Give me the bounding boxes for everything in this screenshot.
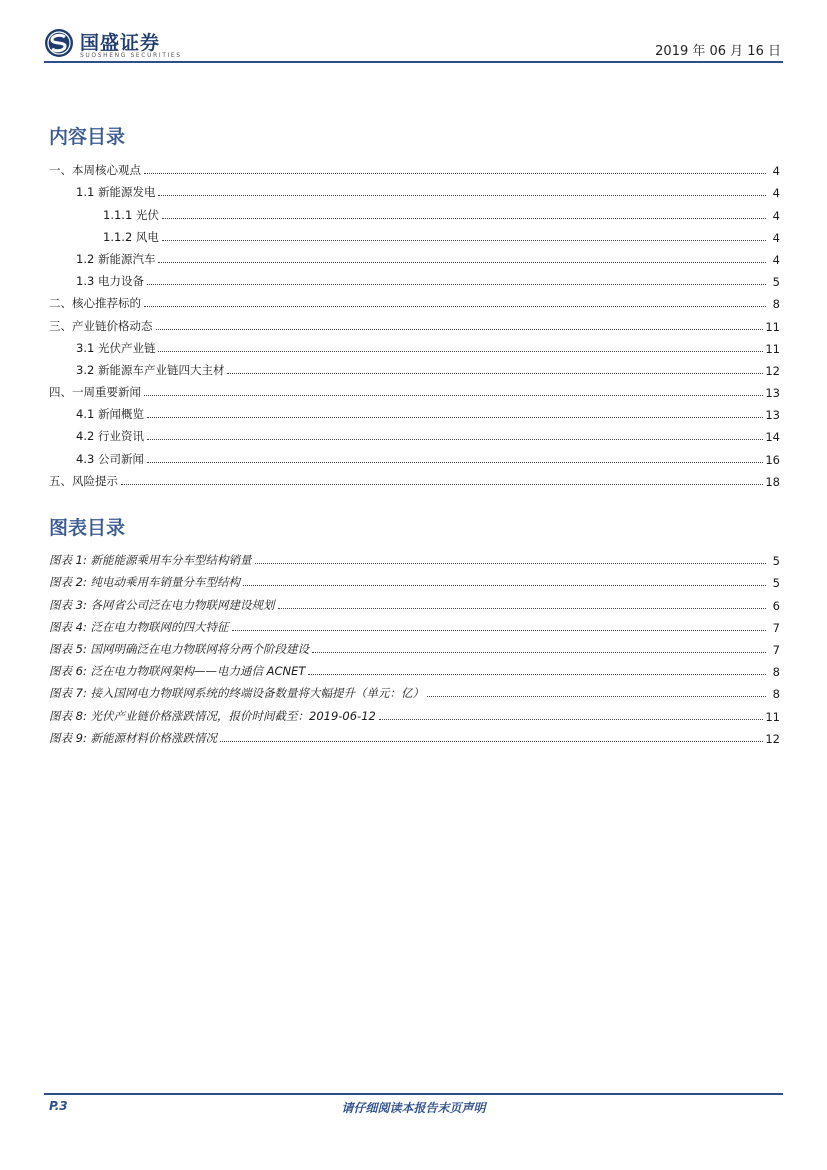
toc-item-page: 4 — [772, 208, 780, 223]
header-rule — [44, 61, 783, 63]
page-header — [44, 22, 783, 62]
toc-item-label: 4.2 行业资讯 — [76, 429, 144, 444]
toc-leader — [308, 673, 766, 675]
toc-item-label: 1.3 电力设备 — [76, 274, 144, 289]
figure-item[interactable] — [49, 724, 780, 746]
toc-item[interactable] — [49, 178, 780, 200]
toc-item-page: 4 — [772, 164, 780, 179]
figure-item[interactable] — [49, 657, 780, 679]
figures-title: 图表目录 — [49, 517, 126, 539]
toc-leader — [147, 461, 763, 463]
toc-item[interactable] — [49, 200, 780, 222]
report-date: 2019 年 06 月 16 日 — [655, 44, 781, 59]
figure-item-page: 5 — [772, 576, 780, 591]
footer-rule — [44, 1093, 783, 1095]
toc-item-label: 4.1 新闻概览 — [76, 407, 144, 422]
toc-leader — [220, 740, 763, 742]
toc-leader — [144, 305, 766, 307]
toc-leader — [255, 562, 766, 564]
toc-title: 内容目录 — [49, 126, 126, 148]
figure-item[interactable] — [49, 679, 780, 701]
toc-leader — [379, 718, 764, 720]
toc-leader — [147, 416, 763, 418]
toc-leader — [232, 629, 766, 631]
toc-item-page: 13 — [765, 386, 780, 401]
toc-item-page: 13 — [765, 408, 780, 423]
toc-leader — [162, 239, 766, 241]
toc-item-label: 一、本周核心观点 — [49, 163, 141, 178]
toc-item[interactable] — [49, 245, 780, 267]
figure-item-page: 12 — [765, 731, 780, 746]
toc-leader — [144, 394, 763, 396]
logo-mark-icon — [44, 28, 74, 58]
figures-list — [49, 546, 780, 746]
toc-item-page: 4 — [772, 186, 780, 201]
toc-item-label: 三、产业链价格动态 — [49, 318, 153, 333]
figure-item-label: 图表 7: 接入国网电力物联网系统的终端设备数量将大幅提升（单元：亿） — [49, 686, 424, 701]
figure-item[interactable] — [49, 546, 780, 568]
toc-item-label: 1.2 新能源汽车 — [76, 251, 156, 266]
figure-item-page: 8 — [772, 665, 780, 680]
figure-item-label: 图表 1: 新能能源乘用车分车型结构销量 — [49, 553, 252, 568]
figure-item-label: 图表 5: 国网明确泛在电力物联网将分两个阶段建设 — [49, 641, 309, 656]
figure-item-page: 11 — [765, 709, 780, 724]
toc-item-page: 4 — [772, 230, 780, 245]
toc-leader — [278, 607, 767, 609]
toc-item-page: 4 — [772, 252, 780, 267]
figure-item[interactable] — [49, 568, 780, 590]
figure-item-label: 图表 4: 泛在电力物联网的四大特征 — [49, 619, 229, 634]
toc-item-page: 11 — [765, 341, 780, 356]
toc-item[interactable] — [49, 334, 780, 356]
toc-leader — [147, 438, 763, 440]
toc-leader — [162, 217, 766, 219]
toc-leader — [243, 584, 766, 586]
toc-leader — [427, 695, 766, 697]
toc-leader — [312, 651, 766, 653]
footer-disclaimer: 请仔细阅读本报告末页声明 — [341, 1101, 486, 1115]
toc-item-page: 11 — [765, 319, 780, 334]
toc-item-label: 四、一周重要新闻 — [49, 385, 141, 400]
toc-item-label: 1.1 新能源发电 — [76, 185, 156, 200]
toc-leader — [156, 328, 764, 330]
toc-item[interactable] — [49, 400, 780, 422]
figure-item-label: 图表 6: 泛在电力物联网架构——电力通信 ACNET — [49, 664, 306, 679]
toc-item-label: 二、核心推荐标的 — [49, 296, 141, 311]
toc-item[interactable] — [49, 378, 780, 400]
figure-item-page: 7 — [772, 620, 780, 635]
toc-item[interactable] — [49, 311, 780, 333]
toc-item-page: 18 — [765, 474, 780, 489]
figure-item-label: 图表 9: 新能源材料价格涨跌情况 — [49, 730, 218, 745]
toc-leader — [121, 483, 763, 485]
company-sub: SUOSHENG SECURITIES — [80, 52, 182, 59]
toc-leader — [147, 283, 766, 285]
figure-item[interactable] — [49, 635, 780, 657]
toc-leader — [158, 261, 766, 263]
toc-list — [49, 156, 780, 489]
toc-item-label: 五、风险提示 — [49, 473, 118, 488]
toc-leader — [227, 372, 763, 374]
figure-item[interactable] — [49, 701, 780, 723]
toc-item[interactable] — [49, 156, 780, 178]
toc-item-page: 16 — [765, 452, 780, 467]
figure-item-label: 图表 2: 纯电动乘用车销量分车型结构 — [49, 575, 241, 590]
toc-item-label: 3.2 新能源车产业链四大主材 — [76, 362, 225, 377]
toc-item-label: 3.1 光伏产业链 — [76, 340, 156, 355]
figure-item-page: 7 — [772, 642, 780, 657]
toc-item-page: 5 — [772, 275, 780, 290]
figure-item-label: 图表 8: 光伏产业链价格涨跌情况，报价时间截至：2019-06-12 — [49, 708, 376, 723]
figure-item-label: 图表 3: 各网省公司泛在电力物联网建设规划 — [49, 597, 275, 612]
toc-item-label: 1.1.2 风电 — [103, 229, 159, 244]
figure-item-page: 8 — [772, 687, 780, 702]
toc-item[interactable] — [49, 422, 780, 444]
toc-item[interactable] — [49, 356, 780, 378]
toc-item[interactable] — [49, 267, 780, 289]
toc-item-page: 8 — [772, 297, 780, 312]
toc-item[interactable] — [49, 467, 780, 489]
toc-item-label: 4.3 公司新闻 — [76, 451, 144, 466]
toc-leader — [158, 194, 766, 196]
toc-item-label: 1.1.1 光伏 — [103, 207, 159, 222]
toc-item[interactable] — [49, 444, 780, 466]
toc-item-page: 12 — [765, 363, 780, 378]
toc-item[interactable] — [49, 289, 780, 311]
toc-leader — [158, 350, 763, 352]
toc-leader — [144, 172, 766, 174]
figure-item-page: 6 — [772, 598, 780, 613]
figure-item-page: 5 — [772, 554, 780, 569]
page-number: P.3 — [49, 1099, 68, 1113]
company-name: 国盛证券 — [80, 32, 161, 54]
toc-item[interactable] — [49, 223, 780, 245]
toc-item-page: 14 — [765, 430, 780, 445]
figure-item[interactable] — [49, 613, 780, 635]
figure-item[interactable] — [49, 590, 780, 612]
